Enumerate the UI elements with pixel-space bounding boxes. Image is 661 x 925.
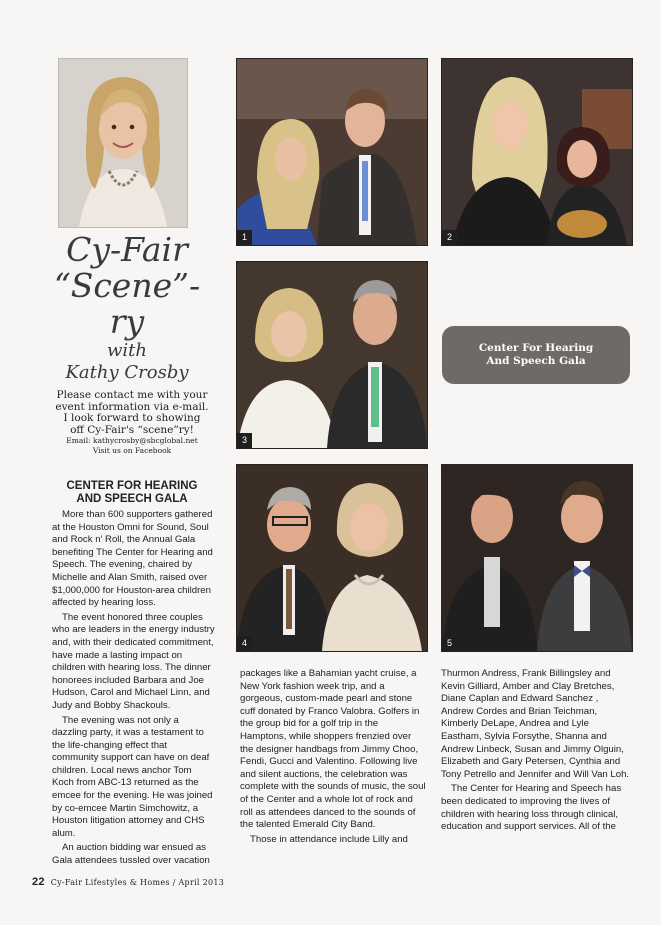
- col1-paragraph: The event honored three couples who are leaders in the energy industry and, with their dedicated commitment, have made a lasting impact on children with hearing loss. The dinner honorees included Barbara and Joe Hudson, Carol and Michael Linn, and Judy and Bobby Shackouls.: [52, 611, 215, 711]
- event-badge: [442, 326, 630, 384]
- page-number: 22: [32, 876, 45, 888]
- masthead-author: Kathy Crosby: [65, 362, 189, 383]
- photo-1: [236, 58, 428, 246]
- contact-facebook[interactable]: Visit us on Facebook: [92, 446, 172, 455]
- contact-email[interactable]: Email: kathycrosby@sbcglobal.net: [66, 436, 198, 445]
- page-footer: [32, 876, 224, 888]
- publication-line: Cy-Fair Lifestyles & Homes / April 2013: [50, 878, 225, 887]
- heading-line-2: AND SPEECH GALA: [76, 493, 188, 505]
- photo-number: 1: [237, 230, 252, 245]
- photo-number: 4: [237, 636, 252, 651]
- photo-number: 2: [442, 230, 457, 245]
- article-column-3: [441, 668, 631, 836]
- col1-paragraph: The evening was not only a dazzling party, it was a testament to the life-changing effect that community support can have on deaf children. Local news anchor Tom Koch from ABC-13 returned as the emcee for the evening. He was joined by co-emcee Martin Simchowitz, a Houston litigation attorney and CHS alum.: [52, 714, 213, 839]
- contact-line-4: off Cy-Fair's “scene”ry!: [70, 423, 194, 436]
- col2-paragraph: packages like a Bahamian yacht cruise, a New York fashion week trip, and a gorgeous, custom-made pearl and stone cuff donated by Franco Valobra. Golfers in the group bid for a golf trip in the Hamptons, while shoppers frenzied over the designer handbags from Jimmy Choo, Fendi, Gucci and Valentino. Following live and silent auctions, the celebration was complete with the sounds of music, the soul of the Center and a whole lot of rock and roll as attendees danced to the sounds of the talented Emerald City Band.: [240, 668, 426, 831]
- col2-paragraph: Those in attendance include Lilly and: [250, 833, 408, 845]
- photo-2: [441, 58, 633, 246]
- col1-paragraph: An auction bidding war ensued as Gala attendees tussled over vacation: [52, 842, 210, 867]
- masthead-line-3: with: [107, 340, 147, 361]
- heading-line-1: CENTER FOR HEARING: [66, 480, 198, 492]
- masthead-line-2: “Scene”-ry: [53, 266, 201, 341]
- article-heading: [52, 480, 212, 506]
- contact-line-2: event information via e-mail.: [55, 400, 209, 413]
- col3-paragraph: Thurmon Andress, Frank Billingsley and Kevin Gilliard, Amber and Clay Bretches, Diane Caplan and Edward Sanchez , Andrew Cordes and Brian Teichman, Kimberly DeLape, Andrea and Lyle Eastham, Sylvia Forsythe, Shanna and Andrew Linbeck, Susan and Jimmy Olguin, Elizabeth and Gary Petersen, Cynthia and Tony Petrello and Jennifer and Will Van Loh.: [441, 668, 630, 780]
- photo-number: 3: [237, 433, 252, 448]
- badge-line-1: Center For Hearing: [478, 342, 594, 354]
- photo-number: 5: [442, 636, 457, 651]
- article-column-2: [240, 668, 427, 848]
- col1-paragraph: More than 600 supporters gathered at the Houston Omni for Sound, Soul and Rock n' Roll, the Annual Gala benefiting The Center for Hearing and Speech. The evening, chaired by Michelle and Alan Smith, raised over $1,000,000 for Houston-area children affected by hearing loss.: [52, 509, 213, 609]
- photo-5: [441, 464, 633, 652]
- contact-line-3: I look forward to showing: [63, 412, 201, 424]
- contact-line-1: Please contact me with your: [56, 389, 208, 401]
- badge-line-2: And Speech Gala: [486, 355, 586, 367]
- photo-3: [236, 261, 428, 449]
- columnist-portrait: [58, 58, 188, 228]
- article-column-1: [52, 509, 215, 870]
- col3-paragraph: The Center for Hearing and Speech has been dedicated to improving the lives of children with hearing loss through clinical, education and support services. All of the: [441, 783, 622, 833]
- column-masthead: [52, 232, 202, 384]
- masthead-line-1: Cy-Fair: [66, 230, 188, 269]
- contact-blurb: [52, 390, 212, 456]
- photo-4: [236, 464, 428, 652]
